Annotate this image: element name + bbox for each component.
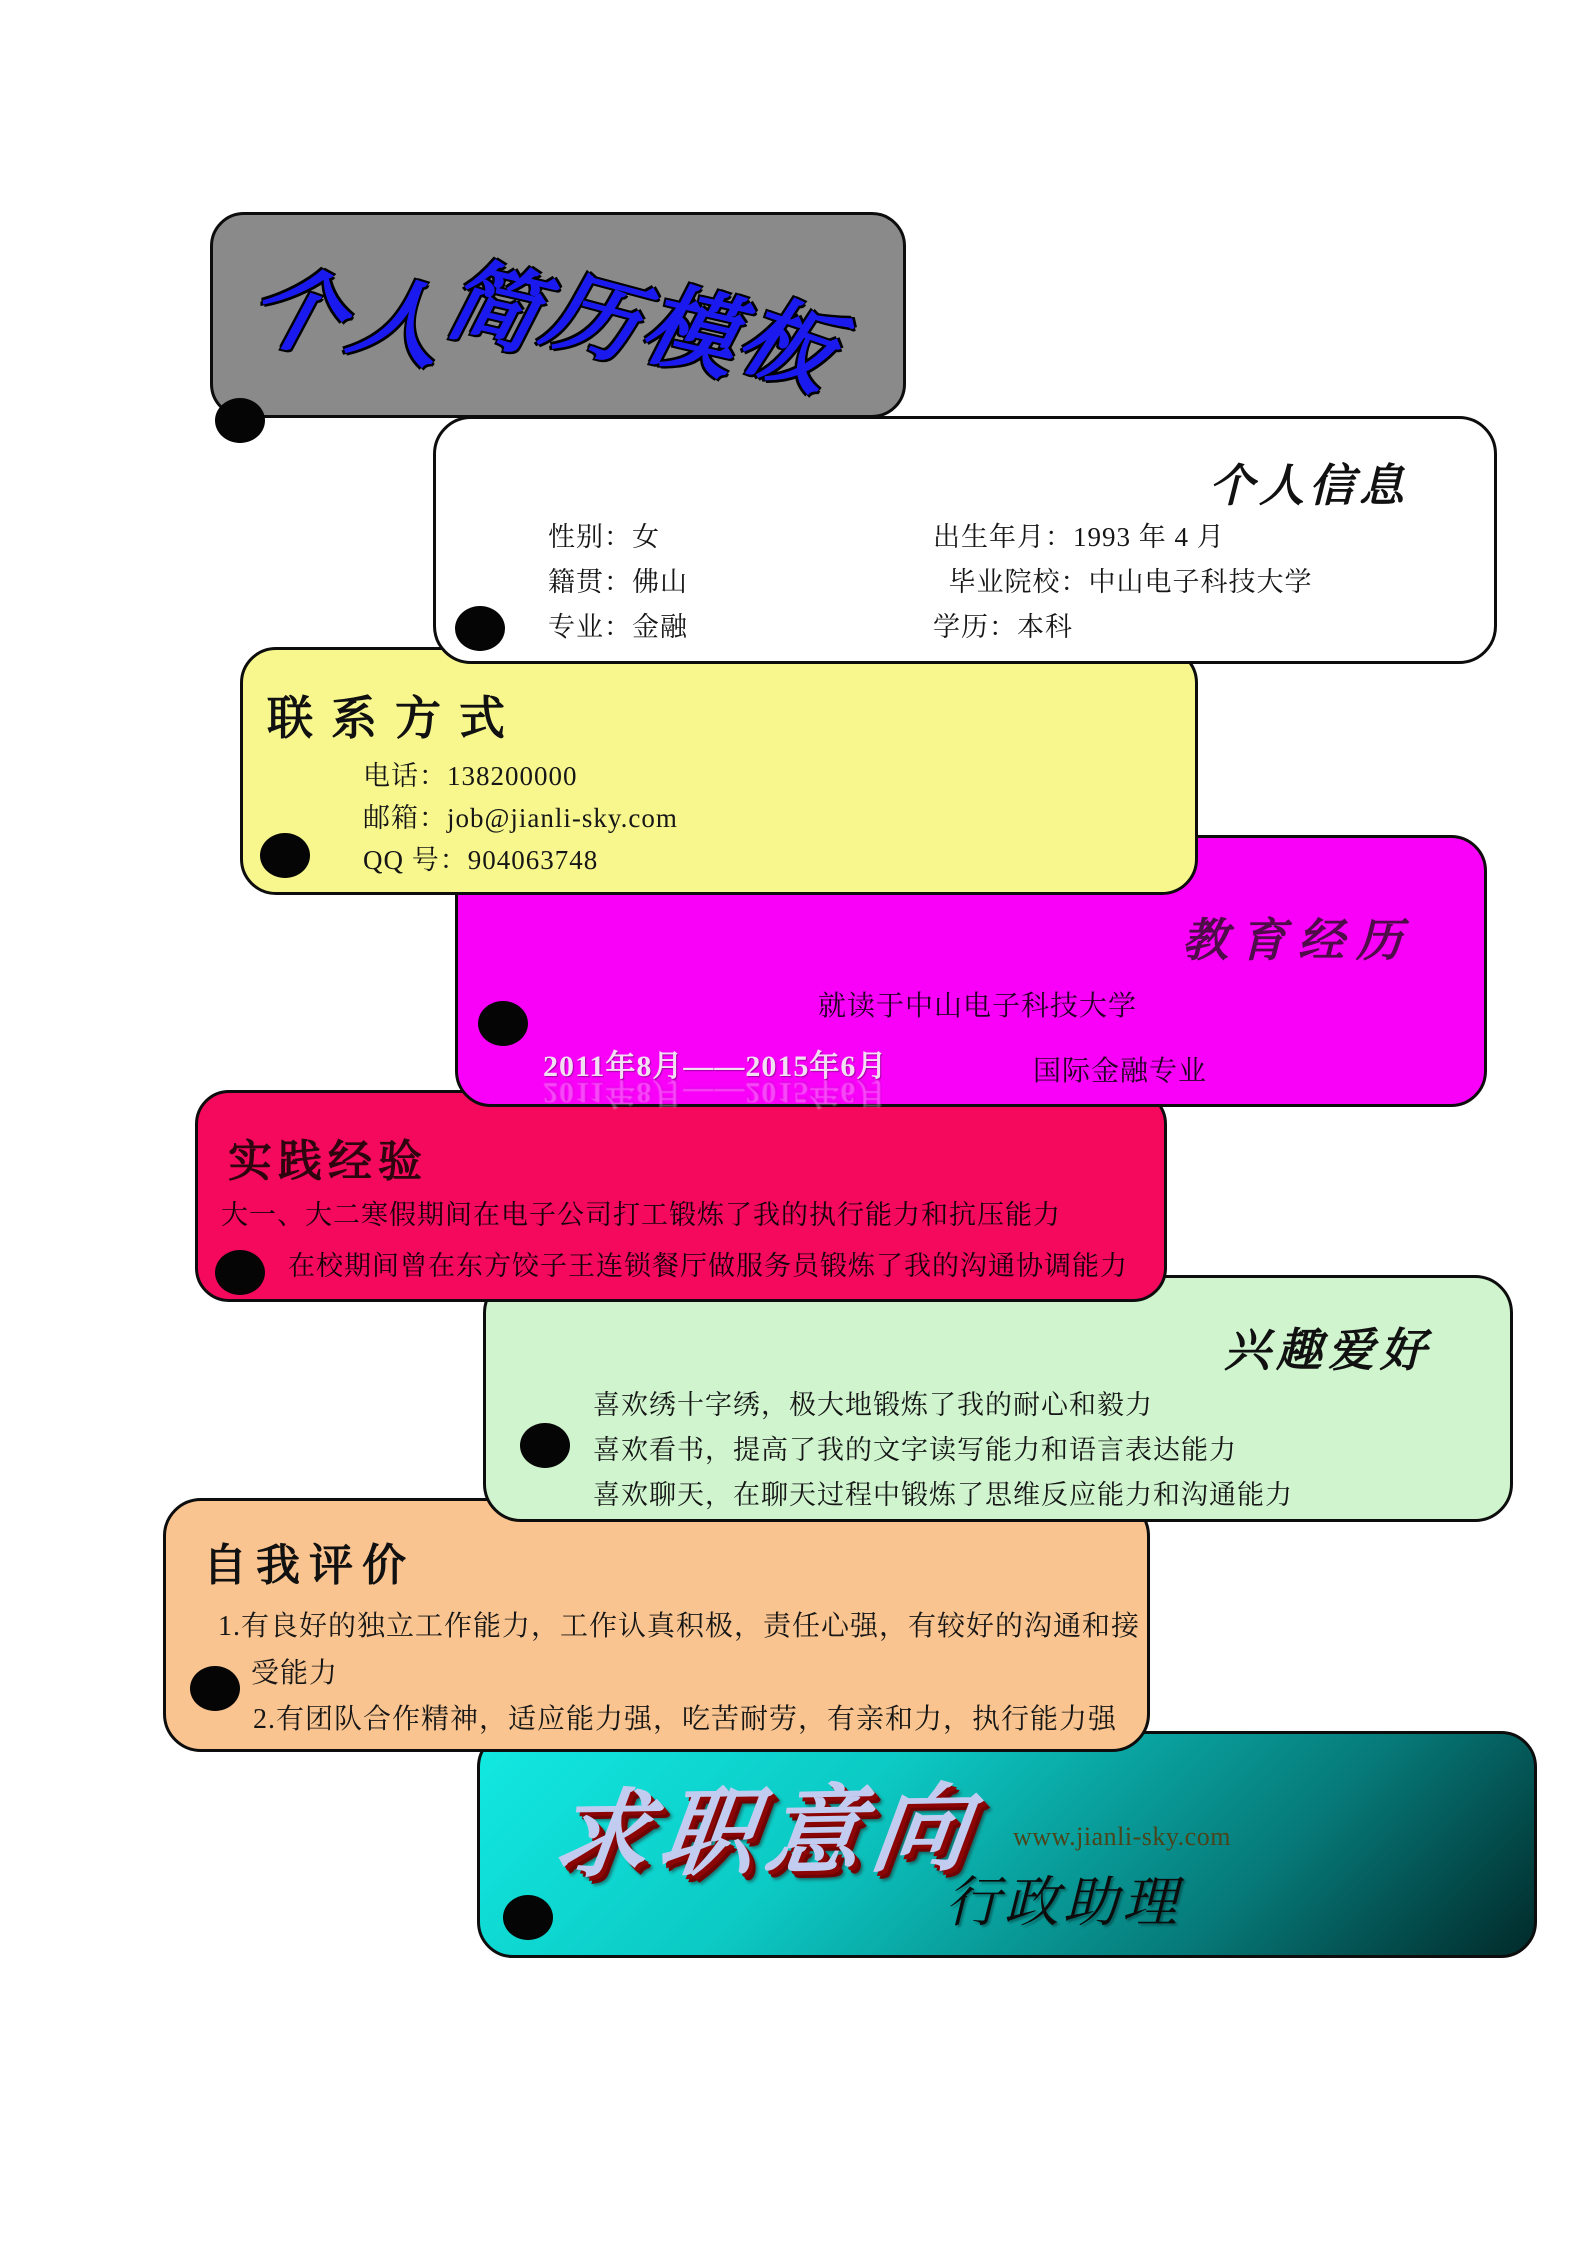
education-title: 教育经历 — [1182, 915, 1414, 966]
resume-title-text: 个人简历模板 — [240, 248, 853, 411]
self-evaluation-title: 自我评价 — [203, 1541, 415, 1590]
contact-title: 联系方式 — [267, 693, 523, 744]
personal-info-card — [433, 416, 1497, 664]
job-intention-card — [477, 1731, 1537, 1958]
hometown-field: 籍贯：佛山 — [548, 567, 688, 597]
hobbies-title: 兴趣爱好 — [1224, 1325, 1432, 1376]
bullet-dot — [260, 833, 310, 878]
experience-title: 实践经验 — [228, 1137, 428, 1186]
bullet-dot — [190, 1666, 240, 1711]
education-school: 就读于中山电子科技大学 — [818, 991, 1138, 1022]
hobby-line: 喜欢聊天，在聊天过程中锻炼了思维反应能力和沟通能力 — [593, 1480, 1293, 1510]
bullet-dot — [520, 1423, 570, 1468]
self-evaluation-line: 受能力 — [251, 1658, 339, 1689]
education-period: 2011年8月——2015年6月 — [543, 1050, 888, 1083]
hobby-line: 喜欢看书，提高了我的文字读写能力和语言表达能力 — [593, 1435, 1237, 1465]
website-url: www.jianli-sky.com — [1013, 1822, 1231, 1851]
bullet-dot — [215, 1250, 265, 1295]
degree-field: 学历：本科 — [933, 612, 1073, 642]
gender-field: 性别：女 — [548, 522, 660, 552]
hobby-line: 喜欢绣十字绣，极大地锻炼了我的耐心和毅力 — [593, 1390, 1153, 1420]
contact-card — [240, 647, 1198, 895]
bullet-dot — [455, 606, 505, 651]
major-field: 专业：金融 — [548, 612, 688, 642]
phone-field: 电话：138200000 — [363, 761, 578, 791]
education-major: 国际金融专业 — [1033, 1056, 1208, 1087]
self-evaluation-card — [163, 1498, 1150, 1752]
education-period-reflection: 2011年8月——2015年6月 — [543, 1076, 888, 1109]
bullet-dot — [215, 398, 265, 443]
resume-title-card — [210, 212, 906, 418]
personal-info-title: 个人信息 — [1208, 461, 1409, 511]
job-intention-wordart: 求职意向 — [546, 1775, 986, 1890]
qq-field: QQ 号：904063748 — [363, 845, 599, 875]
graduate-school-field: 毕业院校：中山电子科技大学 — [933, 567, 1313, 597]
self-evaluation-line: 2.有团队合作精神，适应能力强，吃苦耐劳，有亲和力，执行能力强 — [253, 1704, 1118, 1735]
birth-date-field: 出生年月：1993 年 4 月 — [933, 522, 1225, 552]
bullet-dot — [478, 1001, 528, 1046]
experience-line: 在校期间曾在东方饺子王连锁餐厅做服务员锻炼了我的沟通协调能力 — [288, 1251, 1128, 1281]
hobbies-card — [483, 1275, 1513, 1522]
bullet-dot — [503, 1895, 553, 1940]
experience-line: 大一、大二寒假期间在电子公司打工锻炼了我的执行能力和抗压能力 — [221, 1200, 1061, 1230]
self-evaluation-line: 1.有良好的独立工作能力，工作认真积极，责任心强，有较好的沟通和接 — [218, 1611, 1141, 1642]
experience-card — [195, 1090, 1167, 1302]
email-field: 邮箱：job@jianli-sky.com — [363, 803, 678, 833]
job-position-text: 行政助理 — [945, 1872, 1182, 1933]
